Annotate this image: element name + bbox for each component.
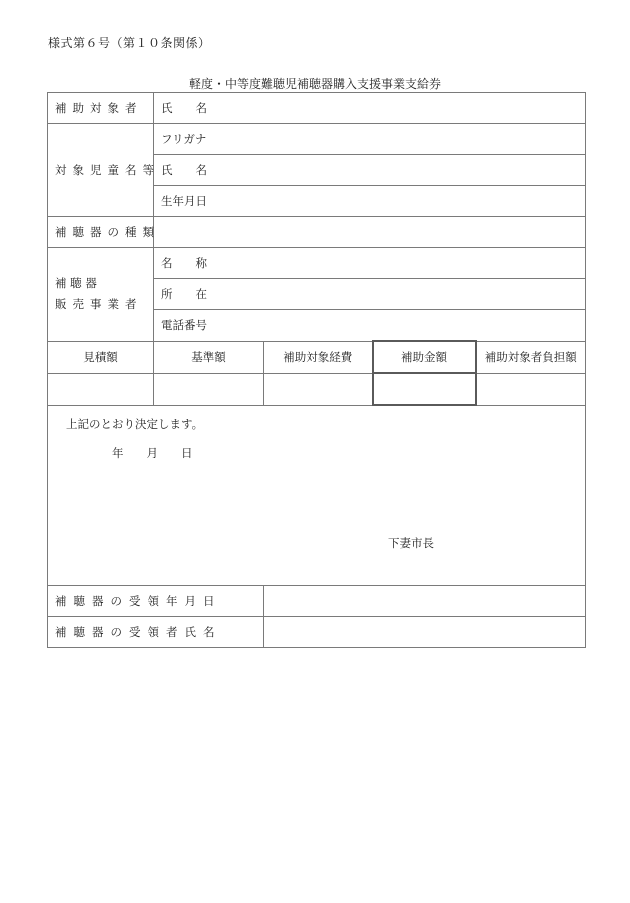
- receipt-name-field[interactable]: [264, 617, 586, 648]
- child-furigana-label: フリガナ: [161, 132, 207, 146]
- vendor-label: [48, 248, 154, 342]
- subsidy-target-name-label: 氏 名: [161, 101, 207, 115]
- vendor-name-row: [48, 248, 586, 279]
- decision-date[interactable]: 年 月 日: [112, 446, 193, 460]
- amount-header-row: [48, 341, 586, 373]
- vendor-address-field[interactable]: [154, 279, 586, 310]
- vendor-label-line1: [55, 273, 146, 294]
- estimate-header: 見積額: [48, 341, 154, 373]
- vendor-phone-label: 電話番号: [161, 318, 207, 332]
- subsidy-target-row: [48, 93, 586, 124]
- hearing-aid-type-row: [48, 217, 586, 248]
- eligible-cost-value[interactable]: [264, 373, 373, 405]
- standard-amount-value[interactable]: [154, 373, 264, 405]
- form-number: 様式第６号（第１０条関係）: [48, 36, 211, 50]
- subsidy-amount-header: 補助金額: [373, 341, 476, 373]
- recipient-share-header: 補助対象者負担額: [476, 341, 586, 373]
- vendor-label-char-2: 聴: [70, 276, 82, 291]
- mayor-signature: 下妻市長: [388, 536, 434, 550]
- receipt-date-row: [48, 586, 586, 617]
- vendor-address-label: 所 在: [161, 287, 207, 301]
- subsidy-target-label: 補助対象者: [48, 93, 154, 124]
- decision-row: [48, 405, 586, 586]
- child-name-label: 氏 名: [161, 163, 207, 177]
- hearing-aid-type-field[interactable]: [154, 217, 586, 248]
- hearing-aid-type-label: 補聴器の種類: [48, 217, 154, 248]
- child-dob-label: 生年月日: [161, 194, 207, 208]
- decision-text: 上記のとおり決定します。: [66, 417, 204, 431]
- vendor-name-field[interactable]: [154, 248, 586, 279]
- vendor-label-char-3: 器: [85, 276, 97, 291]
- document-title: 軽度・中等度難聴児補聴器購入支援事業支給券: [188, 77, 441, 91]
- receipt-name-row: [48, 617, 586, 648]
- estimate-value[interactable]: [48, 373, 154, 405]
- subsidy-target-name-field[interactable]: [154, 93, 586, 124]
- child-dob-field[interactable]: [154, 186, 586, 217]
- vendor-phone-field[interactable]: [154, 310, 586, 342]
- receipt-date-field[interactable]: [264, 586, 586, 617]
- standard-amount-header: 基準額: [154, 341, 264, 373]
- vendor-label-line2: 販売事業者: [55, 297, 143, 312]
- child-furigana-field[interactable]: [154, 124, 586, 155]
- vendor-name-label: 名 称: [161, 256, 207, 270]
- recipient-share-value[interactable]: [476, 373, 586, 405]
- vendor-label-char-1: 補: [55, 276, 67, 291]
- voucher-form-table: [47, 92, 586, 648]
- child-furigana-row: [48, 124, 586, 155]
- child-label: 対象児童名等: [48, 124, 154, 217]
- subsidy-amount-value[interactable]: [373, 373, 476, 405]
- child-name-field[interactable]: [154, 155, 586, 186]
- decision-box: [48, 405, 586, 586]
- receipt-date-label: 補聴器の受領年月日: [48, 586, 264, 617]
- amount-value-row: [48, 373, 586, 405]
- eligible-cost-header: 補助対象経費: [264, 341, 373, 373]
- receipt-name-label: 補聴器の受領者氏名: [48, 617, 264, 648]
